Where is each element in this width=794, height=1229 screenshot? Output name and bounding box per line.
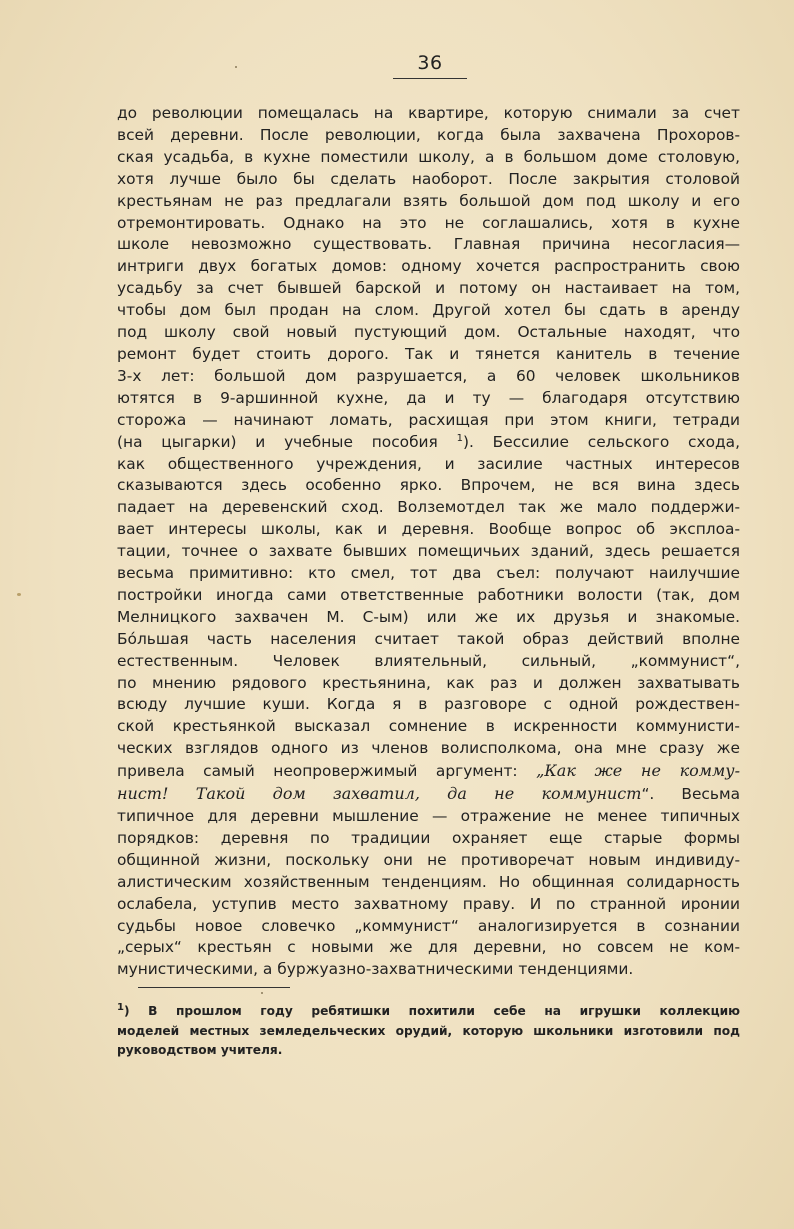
text-line: постройки иногда сами ответственные работники волости (так, дом [117,585,740,604]
text-line-with-footnote-ref [117,432,740,454]
text-line: чтобы дом был продан на слом. Другой хотел бы сдать в аренду [117,301,740,320]
paper-speck [261,992,263,994]
text-line: ская усадьба, в кухне поместили школу, а в большом доме столовую, [117,147,740,166]
text-line: крестьянам не раз предлагали взять большой дом под школу и его [117,191,740,210]
text-fragment: привела самый неопровержимый аргумент: [117,762,518,781]
text-line: школе невозможно существовать. Главная причина несогласия— [117,235,740,254]
emphasized-quote: „Как же не комму- [536,761,740,781]
text-fragment: ) В прошлом году ребятишки похитили себе на игрушки коллекцию [123,1004,740,1018]
text-line: отремонтировать. Однако на это не соглашались, хотя в кухне [117,213,740,232]
text-line: 3-х лет: большой дом разрушается, а 60 человек школьников [117,366,740,385]
text-line-with-quote [117,760,740,783]
text-fragment: “. Весьма [641,785,740,804]
text-line: хотя лучше было бы сделать наоборот. После закрытия столовой [117,169,740,188]
text-fragment: (на цыгарки) и учебные пособия [117,432,438,451]
emphasized-quote: нист! Такой дом захватил, да не коммунист [117,784,642,804]
text-line: ской крестьянкой высказал сомнение в искренности коммунисти- [117,717,740,736]
page-number: 36 [417,52,443,74]
footnote [117,1002,740,1061]
text-line: мунистическими, а буржуазно-захватническими тенденциями. [117,960,634,979]
text-line: порядков: деревня по традиции охраняет еще старые формы [117,828,740,847]
text-line: как общественного учреждения, и засилие частных интересов [117,454,740,473]
text-line: вает интересы школы, как и деревня. Вообще вопрос об эксплоа- [117,520,740,539]
text-line: по мнению рядового крестьянина, как раз и должен захватывать [117,673,740,692]
text-line: усадьбу за счет бывшей барской и потому он настаивает на том, [117,279,740,298]
footnote-marker: 1 [117,1002,124,1013]
text-line: сторожа — начинают ломать, расхищая при этом книги, тетради [117,410,740,429]
text-fragment: ). Бессилие сельского схода, [463,432,740,451]
text-line: падает на деревенский сход. Волземотдел так же мало поддержи- [117,498,740,517]
text-line: Бóльшая часть населения считает такой образ действий вполне [117,629,740,648]
footnote-divider [138,987,290,988]
text-line-with-quote [117,783,740,806]
text-line: всюду лучшие куши. Когда я в разговоре с одной рождествен- [117,695,740,714]
footnote-line [117,1002,740,1022]
text-line: судьбы новое словечко „коммунист“ аналогизируется в сознании [117,916,740,935]
body-text [117,103,740,981]
text-line: до революции помещалась на квартире, которую снимали за счет [117,104,740,122]
paper-speck [17,593,21,596]
text-line: тации, точнее о захвате бывших помещичьих зданий, здесь решается [117,542,740,561]
text-line: Мелницкого захвачен М. С-ым) или же их друзья и знакомые. [117,607,740,626]
footnote-reference[interactable]: 1 [456,432,463,444]
text-line: сказываются здесь особенно ярко. Впрочем, не вся вина здесь [117,476,740,495]
footnote-line: моделей местных земледельческих орудий, которую школьники изготовили под [117,1023,740,1038]
text-line: под школу свой новый пустующий дом. Остальные находят, что [117,323,740,342]
text-line: алистическим хозяйственным тенденциям. Но общинная солидарность [117,872,740,891]
text-line: весьма примитивно: кто смел, тот два съел: получают наилучшие [117,564,740,583]
text-line: ческих взглядов одного из членов волисполкома, она мне сразу же [117,739,740,758]
text-line: типичное для деревни мышление — отражение не менее типичных [117,807,740,825]
text-line: ремонт будет стоить дорого. Так и тянется канитель в течение [117,344,740,363]
text-line: общинной жизни, поскольку они не противоречат новым индивиду- [117,850,740,869]
text-line: ютятся в 9-аршинной кухне, да и ту — благодаря отсутствию [117,388,740,407]
text-line: всей деревни. После революции, когда была захвачена Прохоров- [117,125,740,144]
text-line: естественным. Человек влиятельный, сильный, „коммунист“, [117,651,740,670]
page-number-rule [393,78,467,79]
paper-speck [235,66,237,68]
text-line: „серых“ крестьян с новыми же для деревни, но совсем не ком- [117,938,740,957]
text-line: ослабела, уступив место захватному праву. И по странной иронии [117,894,740,913]
text-line: интриги двух богатых домов: одному хочется распространить свою [117,257,740,276]
footnote-line: руководством учителя. [117,1043,283,1057]
